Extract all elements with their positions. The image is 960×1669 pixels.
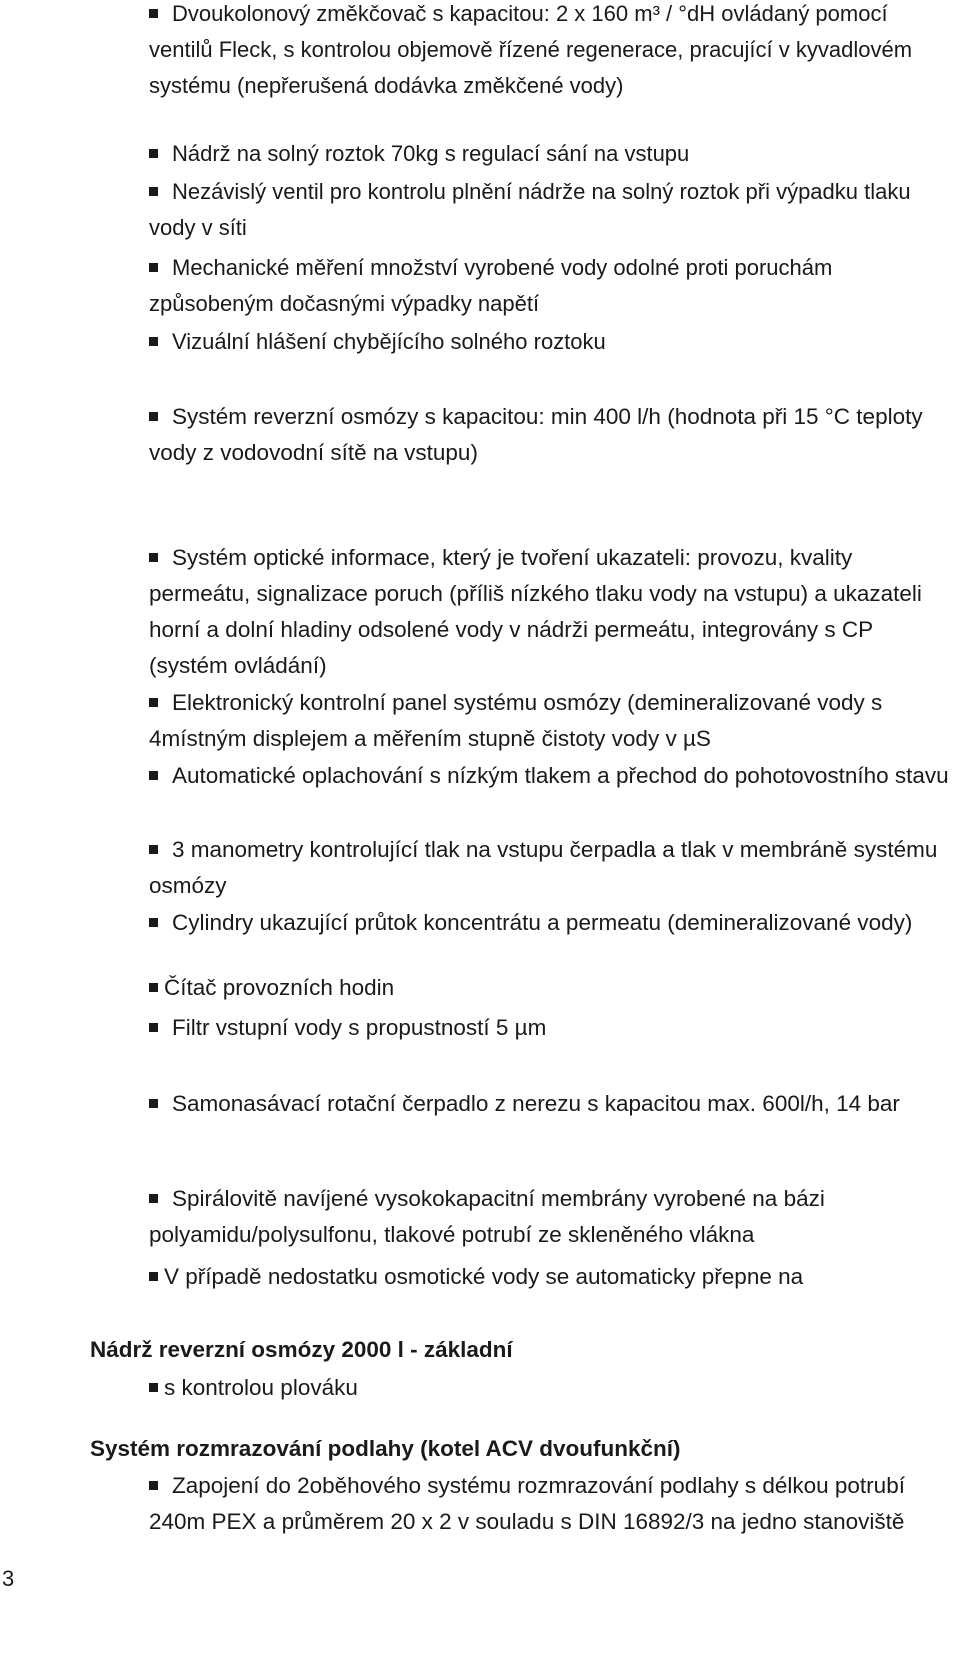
list-item: Elektronický kontrolní panel systému osmózy (demineralizované vody s 4místným displejem a měřením stupně čistoty vody v µS [149,690,883,751]
list-item: Spirálovitě navíjené vysokokapacitní membrány vyrobené na bázi polyamidu/polysulfonu, tlakové potrubí ze skleněného vlákna [149,1186,825,1247]
list-item: Nádrž na solný roztok 70kg s regulací sání na vstupu [149,136,955,172]
list-item: 3 manometry kontrolující tlak na vstupu čerpadla a tlak v membráně systému osmózy [149,837,938,898]
square-bullet-icon [149,187,158,196]
square-bullet-icon [149,771,158,780]
list-item: Cylindry ukazující průtok koncentrátu a permeatu (demineralizované vody) [149,905,955,941]
list-item: Nezávislý ventil pro kontrolu plnění nádrže na solný roztok při výpadku tlaku vody v síti [149,179,911,240]
square-bullet-icon [149,1023,158,1032]
list-item: Dvoukolonový změkčovač s kapacitou: 2 x 160 m³ / °dH ovládaný pomocí ventilů Fleck, s kontrolou objemově řízené regenerace, pracující v kyvadlovém systému (nepřerušená dodávka změkčené vody) [149,1,913,98]
square-bullet-icon [149,1194,158,1203]
square-bullet-icon [149,149,158,158]
list-item: Mechanické měření množství vyrobené vody odolné proti poruchám způsobeným dočasnými výpadky napětí [149,255,833,316]
square-bullet-icon [149,918,158,927]
list-item: V případě nedostatku osmotické vody se automaticky přepne na [149,1259,955,1295]
square-bullet-icon [149,263,158,272]
list-item: Filtr vstupní vody s propustností 5 µm [149,1010,955,1046]
list-item: Samonasávací rotační čerpadlo z nerezu s kapacitou max. 600l/h, 14 bar [149,1086,955,1122]
square-bullet-icon [149,1383,158,1392]
section-heading: Systém rozmrazování podlahy (kotel ACV dvoufunkční) [90,1436,681,1461]
list-item: Automatické oplachování s nízkým tlakem a přechod do pohotovostního stavu [149,758,955,794]
list-item: s kontrolou plováku [149,1370,955,1406]
list-item: Čítač provozních hodin [149,970,955,1006]
square-bullet-icon [149,1481,158,1490]
square-bullet-icon [149,9,158,18]
square-bullet-icon [149,337,158,346]
square-bullet-icon [149,983,158,992]
square-bullet-icon [149,553,158,562]
square-bullet-icon [149,698,158,707]
section-heading: Nádrž reverzní osmózy 2000 l - základní [90,1337,513,1362]
square-bullet-icon [149,1099,158,1108]
list-item: Systém optické informace, který je tvoření ukazateli: provozu, kvality permeátu, signalizace poruch (příliš nízkého tlaku vody na vstupu) a ukazateli horní a dolní hladiny odsolené vody v nádrži permeátu, integrovány s CP (systém ovládání) [149,545,922,678]
square-bullet-icon [149,1272,158,1281]
page-number: 3 [2,1566,15,1591]
square-bullet-icon [149,845,158,854]
list-item: Zapojení do 2oběhového systému rozmrazování podlahy s délkou potrubí 240m PEX a průměrem 20 x 2 v souladu s DIN 16892/3 na jedno stanoviště [149,1473,905,1534]
list-item: Systém reverzní osmózy s kapacitou: min 400 l/h (hodnota při 15 °C teploty vody z vodovodní sítě na vstupu) [149,404,923,465]
list-item: Vizuální hlášení chybějícího solného roztoku [149,324,955,360]
square-bullet-icon [149,412,158,421]
